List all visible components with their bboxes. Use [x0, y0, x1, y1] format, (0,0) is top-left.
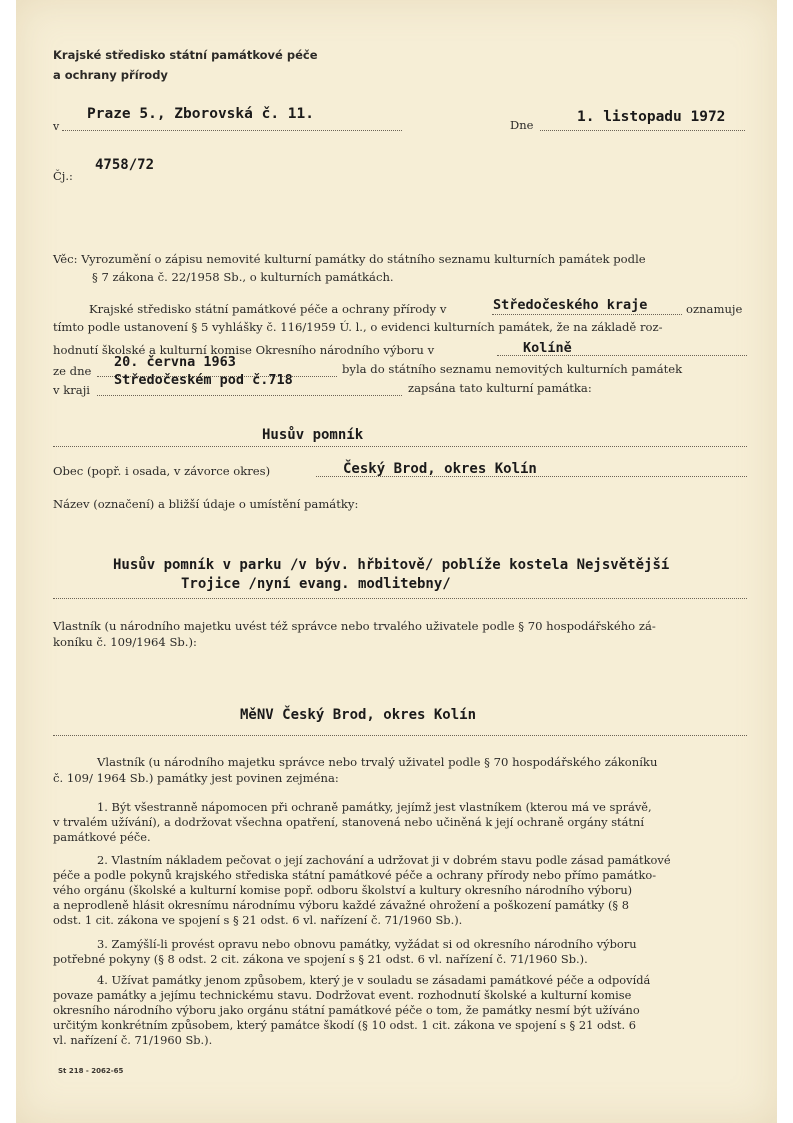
place-value: Praze 5., Zborovská č. 11. — [87, 106, 314, 122]
owner-dotted-line — [53, 735, 747, 736]
obligation-2-line: péče a podle pokynů krajského střediska státní památkové péče a ochrany přírody nebo přímo památko- — [53, 868, 657, 882]
obligations-intro-line1: Vlastník (u národního majetku správce nebo trvalý uživatel podle § 70 hospodářského zákoníku — [97, 755, 658, 769]
obligation-2-line: odst. 1 cit. zákona ve spojení s § 21 odst. 6 vl. nařízení č. 71/1960 Sb.). — [53, 913, 463, 927]
place-label: v — [53, 120, 60, 133]
obligation-3-line: potřebné pokyny (§ 8 odst. 2 cit. zákona ve spojení s § 21 odst. 6 vl. nařízení č. 71/1960 Sb.). — [53, 952, 588, 966]
obligation-paragraph-3 — [53, 937, 747, 967]
intro-line3-start: hodnutí školské a kulturní komise Okresního národního výboru v — [53, 343, 435, 357]
municipality-label: Obec (popř. i osada, v závorce okres) — [53, 464, 271, 478]
reference-label: Čj.: — [53, 169, 73, 183]
institution-name-line2: a ochrany přírody — [53, 68, 168, 82]
intro-line5-end: zapsána tato kulturní památka: — [408, 381, 592, 395]
subject-line1: Věc: Vyrozumění o zápisu nemovité kulturní památky do státního seznamu kulturních památek podle — [53, 252, 646, 266]
owner-label-line1: Vlastník (u národního majetku uvést též správce nebo trvalého uživatele podle § 70 hospodářského zá- — [53, 619, 656, 633]
region-register-dotted-line — [97, 395, 402, 396]
place-dotted-line — [62, 130, 402, 131]
obligation-paragraph-4 — [53, 973, 747, 1048]
intro-line4-end: byla do státního seznamu nemovitých kulturních památek — [342, 362, 683, 376]
intro-line1-start: Krajské středisko státní památkové péče a ochrany přírody v — [89, 302, 447, 316]
obligation-1-line: památkové péče. — [53, 830, 151, 844]
obligation-1-line: 1. Být všestranně nápomocen při ochraně památky, jejímž jest vlastníkem (kterou má ve správě, — [97, 800, 652, 814]
location-label: Název (označení) a bližší údaje o umístění památky: — [53, 497, 359, 511]
location-description-line1: Husův pomník v parku /v býv. hřbitově/ poblíže kostela Nejsvětější — [113, 557, 670, 573]
region-dotted-line — [492, 314, 682, 315]
obligation-3-line: 3. Zamýšlí-li provést opravu nebo obnovu památky, vyžádat si od okresního národního výboru — [97, 937, 637, 951]
obligation-2-line: 2. Vlastním nákladem pečovat o její zachování a udržovat ji v dobrém stavu podle zásad památkové — [97, 853, 671, 867]
obligation-4-line: 4. Užívat památky jenom způsobem, který je v souladu se zásadami památkové péče a odpovídá — [97, 973, 651, 987]
obligation-1-line: v trvalém užívání), a dodržovat všechna opatření, stanovená nebo učiněná k její ochraně orgány státní — [53, 815, 644, 829]
intro-line4-start: ze dne — [53, 364, 92, 378]
location-description-line2: Trojice /nyní evang. modlitebny/ — [181, 576, 451, 592]
district-value: Kolíně — [523, 340, 572, 356]
monument-name: Husův pomník — [262, 427, 364, 443]
owner-value: MěNV Český Brod, okres Kolín — [240, 707, 477, 723]
obligation-4-line: vl. nařízení č. 71/1960 Sb.). — [53, 1033, 213, 1047]
region-value: Středočeského kraje — [493, 297, 648, 313]
institution-name-line1: Krajské středisko státní památkové péče — [53, 48, 318, 62]
form-code: St 218 - 2062-65 — [58, 1067, 124, 1075]
date-value: 1. listopadu 1972 — [577, 109, 726, 125]
obligation-2-line: vého orgánu (školské a kulturní komise popř. odboru školství a kultury okresního národního výboru) — [53, 883, 633, 897]
date-label: Dne — [510, 118, 534, 132]
municipality-value: Český Brod, okres Kolín — [343, 461, 537, 477]
subject-line2: § 7 zákona č. 22/1958 Sb., o kulturních památkách. — [92, 270, 394, 284]
intro-line2: tímto podle ustanovení § 5 vyhlášky č. 116/1959 Ú. l., o evidenci kulturních památek, že na základě roz- — [53, 320, 663, 334]
obligation-4-line: okresního národního výboru jako orgánu státní památkové péče o tom, že památky nesmí být užíváno — [53, 1003, 640, 1017]
register-number-value: Středočeském pod č.718 — [114, 372, 293, 388]
obligation-paragraph-2 — [53, 853, 747, 928]
monument-name-dotted-line — [53, 446, 747, 447]
obligation-4-line: povaze památky a jejímu technickému stavu. Dodržovat event. rozhodnutí školské a kulturní komise — [53, 988, 632, 1002]
obligations-intro-line2: č. 109/ 1964 Sb.) památky jest povinen zejména: — [53, 771, 339, 785]
intro-line5-start: v kraji — [53, 383, 91, 397]
obligation-4-line: určitým konkrétním způsobem, který památce škodí (§ 10 odst. 1 cit. zákona ve spojení s § 21 odst. 6 — [53, 1018, 637, 1032]
date-dotted-line — [540, 130, 745, 131]
obligation-2-line: a neprodleně hlásit okresnímu národnímu výboru každé závažné ohrožení a poškození památky (§ 8 — [53, 898, 629, 912]
owner-label-line2: koníku č. 109/1964 Sb.): — [53, 635, 197, 649]
intro-line1-end: oznamuje — [686, 302, 743, 316]
decision-date-value: 20. června 1963 — [114, 354, 236, 370]
obligation-paragraph-1 — [53, 800, 747, 845]
reference-number: 4758/72 — [95, 157, 155, 173]
location-dotted-line — [53, 598, 747, 599]
